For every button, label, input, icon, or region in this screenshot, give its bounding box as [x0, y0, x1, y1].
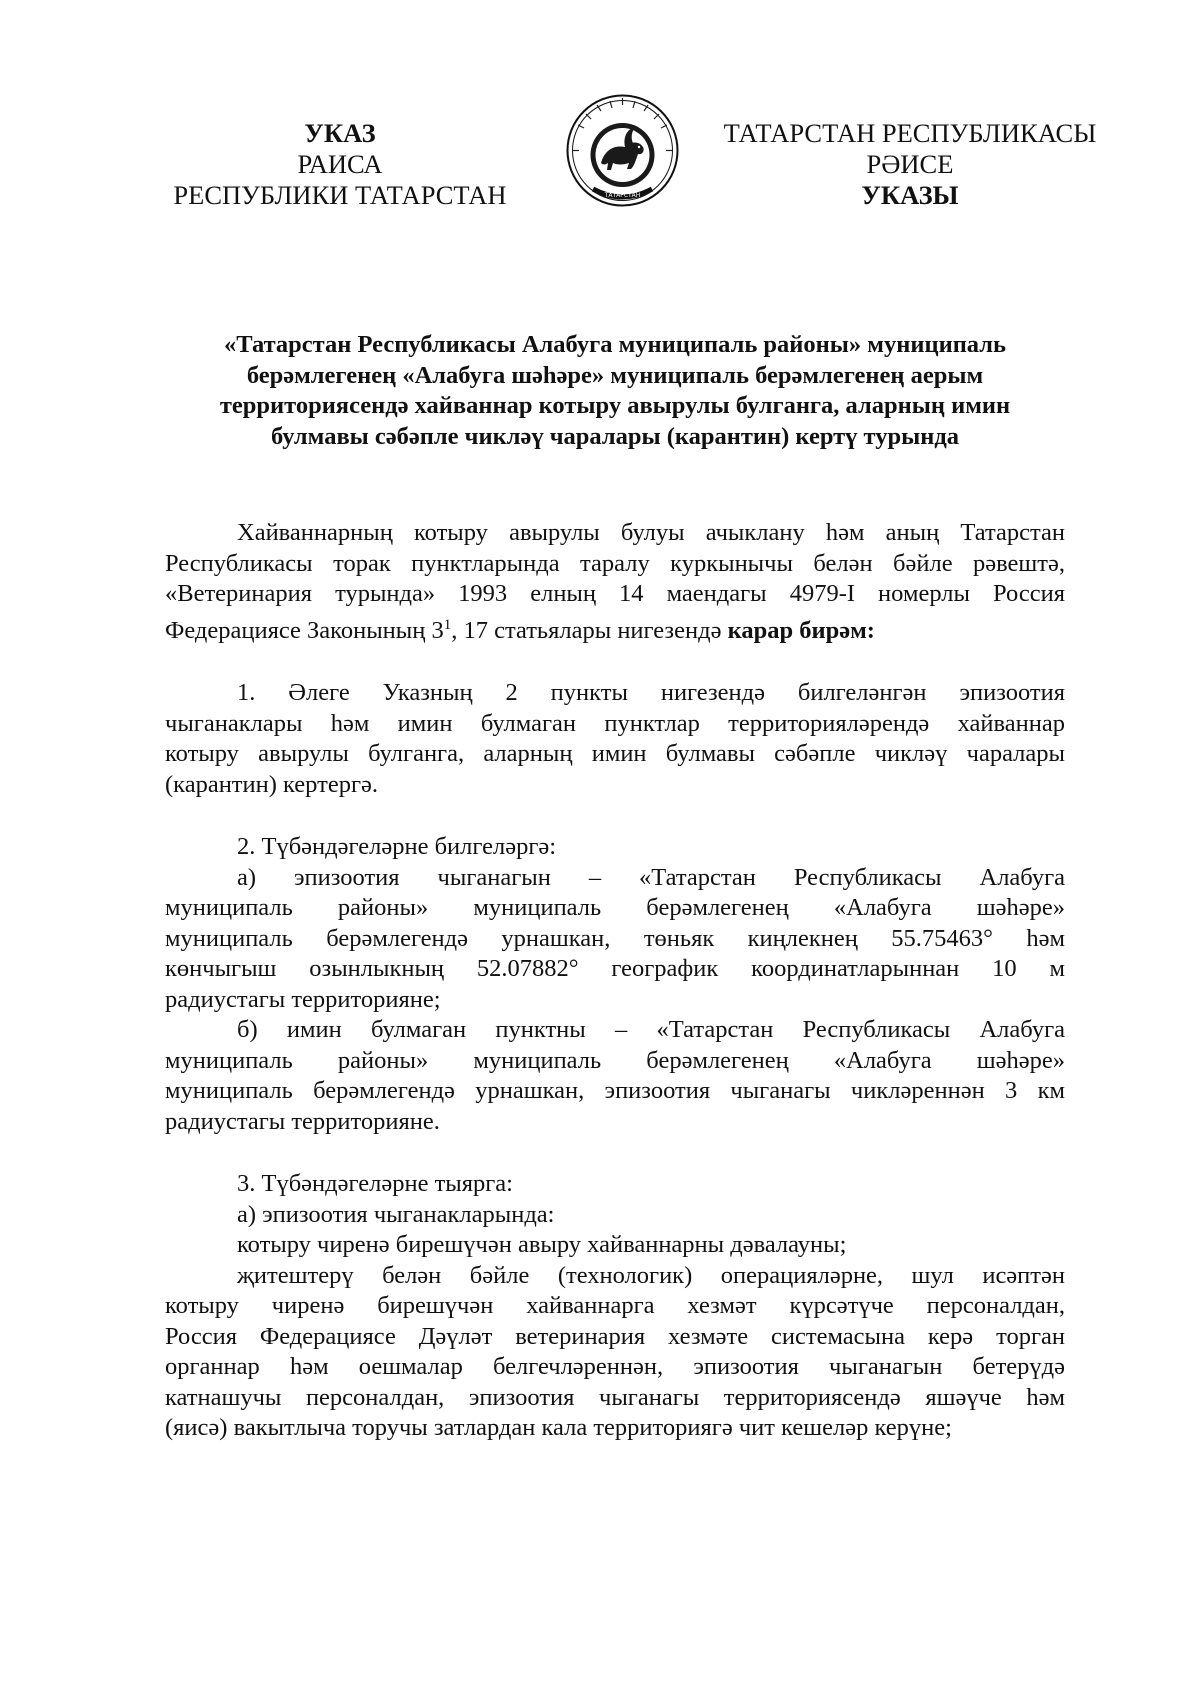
preamble-line: «Ветеринария турында» 1993 елның 14 маендагы 4979-I номерлы Россия [165, 580, 1065, 607]
title-line: «Татарстан Республикасы Алабуга муниципаль районы» муниципаль [224, 331, 1006, 358]
header-left-line1: УКАЗ [304, 118, 376, 148]
item2b-line: радиустагы территорияне. [165, 1107, 440, 1135]
item1-line: чыганаклары һәм имин булмаган пунктлар территорияләрендә хайваннар [165, 709, 1065, 737]
preamble-line: Республикасы торак пунктларында таралу куркынычы белән бәйле рәвештә, [165, 549, 1065, 577]
item2b-line: б) имин булмаган пунктны – «Татарстан Республикасы Алабуга [237, 1016, 1065, 1044]
preamble-text: , 17 статьялары нигезендә [451, 616, 728, 644]
preamble-decision: карар бирәм: [727, 616, 875, 644]
tatarstan-emblem-icon [565, 93, 680, 208]
preamble-line-last [165, 610, 1065, 647]
header-right-line3: УКАЗЫ [861, 180, 959, 210]
item2a-line: муниципаль берәмлегендә урнашкан, төньяк киңлекнең 55.75463° һәм [165, 924, 1065, 952]
item3a-line: органнар һәм оешмалар белгечләреннән, эпизоотия чыганагын бетерүдә [165, 1353, 1065, 1381]
item3a-heading: а) эпизоотия чыганакларында: [237, 1200, 555, 1228]
preamble-paragraph [165, 518, 1065, 646]
header-left-line2: РАИСА [297, 149, 383, 179]
item1-line: (карантин) кертергә. [165, 770, 378, 798]
item1-line: котыру авырулы булганга, аларның имин булмавы сәбәпле чикләү чаралары [165, 740, 1065, 768]
header-left-block [150, 118, 530, 211]
item3a-line: котыру чиренә бирешүчән авыру хайваннарны дәвалауны; [237, 1231, 847, 1259]
preamble-line: Хайваннарның котыру авырулы булуы ачыклану һәм аның Татарстан [237, 519, 1065, 546]
item3a-line: җитештерү белән бәйле (технологик) операцияләрне, шул исәптән [237, 1261, 1065, 1289]
header-right-line1: ТАТАРСТАН РЕСПУБЛИКАСЫ [723, 118, 1097, 148]
header-right-line2: РӘИСЕ [866, 149, 954, 179]
header-right-block [700, 118, 1120, 211]
item2a-line: радиустагы территорияне; [165, 985, 441, 1013]
item2a-line: көнчыгыш озынлыкның 52.07882° географик координатларыннан 10 м [165, 955, 1065, 983]
item3a-line: катнашучы персоналдан, эпизоотия чыганагы территориясендә яшәүче һәм [165, 1383, 1065, 1411]
emblem-caption: ТАТАРСТАН [604, 192, 641, 199]
preamble-text: Федерациясе Законының 3 [165, 616, 444, 644]
item2-section [165, 832, 1065, 1137]
item3-section [165, 1169, 1065, 1444]
title-line: берәмлегенең «Алабуга шәһәре» муниципаль берәмлегенең аерым [246, 361, 984, 389]
preamble-superscript: 1 [443, 616, 452, 633]
item2b-line: муниципаль берәмлегендә урнашкан, эпизоотия чыганагы чикләреннән 3 км [165, 1077, 1065, 1105]
item3a-line: котыру чиренә бирешүчән хайваннарга хезмәт күрсәтүче персоналдан, [165, 1292, 1065, 1320]
item2a-line: а) эпизоотия чыганагын – «Татарстан Республикасы Алабуга [237, 863, 1065, 891]
item1-line: 1. Әлеге Указның 2 пункты нигезендә билгеләнгән эпизоотия [237, 679, 1065, 707]
item2a-line: муниципаль районы» муниципаль берәмлегенең «Алабуга шәһәре» [165, 894, 1065, 922]
item2b-line: муниципаль районы» муниципаль берәмлегенең «Алабуга шәһәре» [165, 1046, 1065, 1074]
item1-paragraph [165, 678, 1065, 800]
header-left-line3: РЕСПУБЛИКИ ТАТАРСТАН [173, 180, 507, 210]
title-line: территориясендә хайваннар котыру авырулы булганга, аларның имин [219, 392, 1011, 419]
item2-heading: 2. Түбәндәгеләрне билгеләргә: [237, 833, 557, 861]
title-line: булмавы сәбәпле чикләү чаралары (карантин) кертү турында [270, 422, 960, 450]
item3-heading: 3. Түбәндәгеләрне тыярга: [237, 1170, 513, 1198]
item3a-line: Россия Федерациясе Дәүләт ветеринария хезмәте системасына керә торган [165, 1322, 1065, 1350]
document-title [165, 330, 1065, 452]
item3a-line: (яисә) вакытлыча торучы затлардан кала территориягә чит кешеләр керүне; [165, 1414, 952, 1442]
document-body [165, 518, 1065, 1444]
